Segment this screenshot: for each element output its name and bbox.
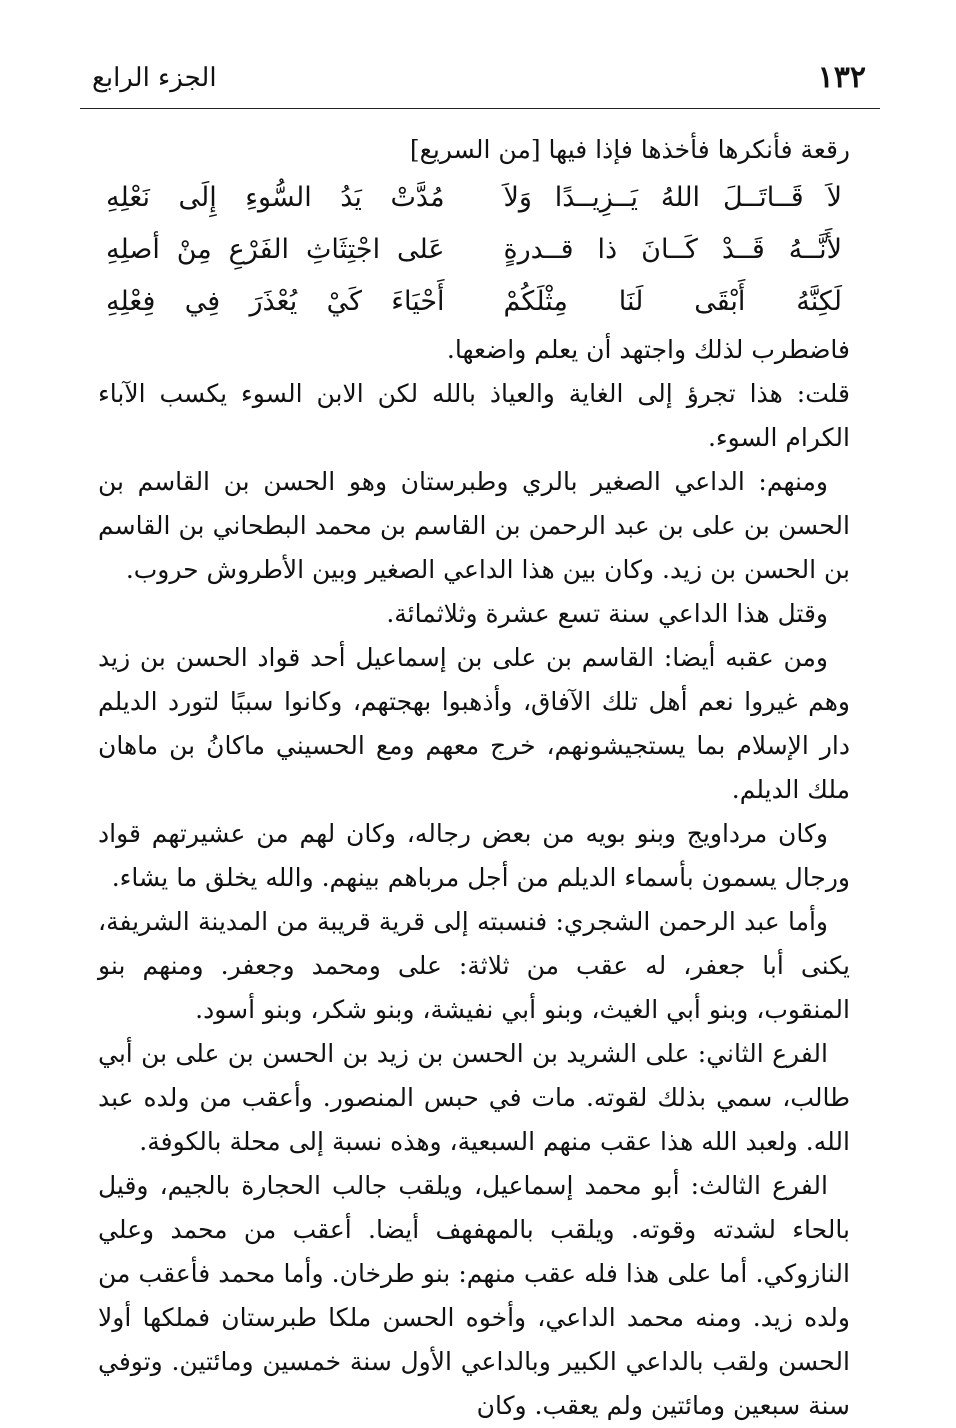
volume-title: الجزء الرابع [92,63,217,93]
paragraph: وأما عبد الرحمن الشجري: فنسبته إلى قرية قريبة من المدينة الشريفة، يكنى أبا جعفر، له عقب من ثلاثة: على ومحمد وجعفر. ومنهم بنو المنقوب، وبنو أبي الغيث، وبنو أبي نفيشة، وبنو شكر، وبنو أسود. [98,907,850,1024]
paragraph: فاضطرب لذلك واجتهد أن يعلم واضعها. [446,335,850,364]
verse-first-hemistich: لأَنَّــهُ قَــدْ كَــانَ ذا قــدرةٍ [503,234,842,265]
page-header [80,58,880,106]
verse-line [98,224,850,276]
paragraph: الفرع الثالث: أبو محمد إسماعيل، ويلقب جالب الحجارة بالجيم، وقيل بالحاء لشدته وقوته. ويلقب بالمهفهف أيضا. أعقب من محمد وعلي النازوكي. أما على هذا فله عقب منهم: بنو طرخان. وأما محمد فأعقب من ولده زيد. ومنه محمد الداعي، وأخوه الحسن ملكا طبرستان فملكها أولا الحسن ولقب بالداعي الكبير وبالداعي الأول سنة خمسين ومائتين. وتوفي سنة سبعين ومائتين ولم يعقب. وكان [98,1171,850,1420]
header-divider [80,108,880,109]
poem-intro: رقعة فأنكرها فأخذها فإذا فيها [من السريع] [409,135,850,164]
verse-first-hemistich: لاَ قَــاتَــلَ اللهُ يَــزِيــدًا وَلاَ [503,182,842,213]
verse-first-hemistich: لَكِنَّهُ أَبْقَى لَنَا مِثْلَكُمْ [503,286,842,317]
page-number: ١٣٢ [817,60,866,95]
paragraph: وقتل هذا الداعي سنة تسع عشرة وثلاثمائة. [386,599,828,628]
paragraph: الفرع الثاني: على الشريد بن الحسن بن زيد بن الحسن بن على بن أبي طالب، سمي بذلك لقوته. مات في حبس المنصور. وأعقب من ولده عبد الله. ولعبد الله هذا عقب منهم السبعية، وهذه نسبة إلى محلة بالكوفة. [98,1039,851,1156]
verse-second-hemistich: عَلى اجْتِثَاثِ الفَرْعِ مِنْ أصلِهِ [106,234,445,265]
verse-second-hemistich: أَحْيَاءَ كَيْ يُعْذَرَ فِي فِعْلِهِ [106,286,445,317]
verse-line [98,276,850,328]
paragraph: ومنهم: الداعي الصغير بالري وطبرستان وهو الحسن بن القاسم بن الحسن بن على بن عبد الرحمن بن القاسم بن محمد البطحاني بن القاسم بن الحسن بن زيد. وكان بين هذا الداعي الصغير وبين الأطروش حروب. [98,467,850,584]
verse-line [98,172,850,224]
paragraph: ومن عقبه أيضا: القاسم بن على بن إسماعيل أحد قواد الحسن بن زيد وهم غيروا نعم أهل تلك الآفاق، وأذهبوا بهجتهم، وكانوا سببًا لتورد الديلم دار الإسلام بما يستجيشونهم، خرج معهم ومع الحسيني ماكانُ بن ماهان ملك الديلم. [98,643,850,804]
verse-second-hemistich: مُدَّتْ يَدُ السُّوءِ إِلَى نَعْلِهِ [106,182,445,213]
paragraph: وكان مرداويج وبنو بويه من بعض رجاله، وكان لهم من عشيرتهم قواد ورجال يسمون بأسماء الديلم من أجل مرباهم بينهم. والله يخلق ما يشاء. [98,819,850,892]
paragraph: قلت: هذا تجرؤ إلى الغاية والعياذ بالله لكن الابن السوء يكسب الآباء الكرام السوء. [98,379,850,452]
page-body [98,128,850,1428]
